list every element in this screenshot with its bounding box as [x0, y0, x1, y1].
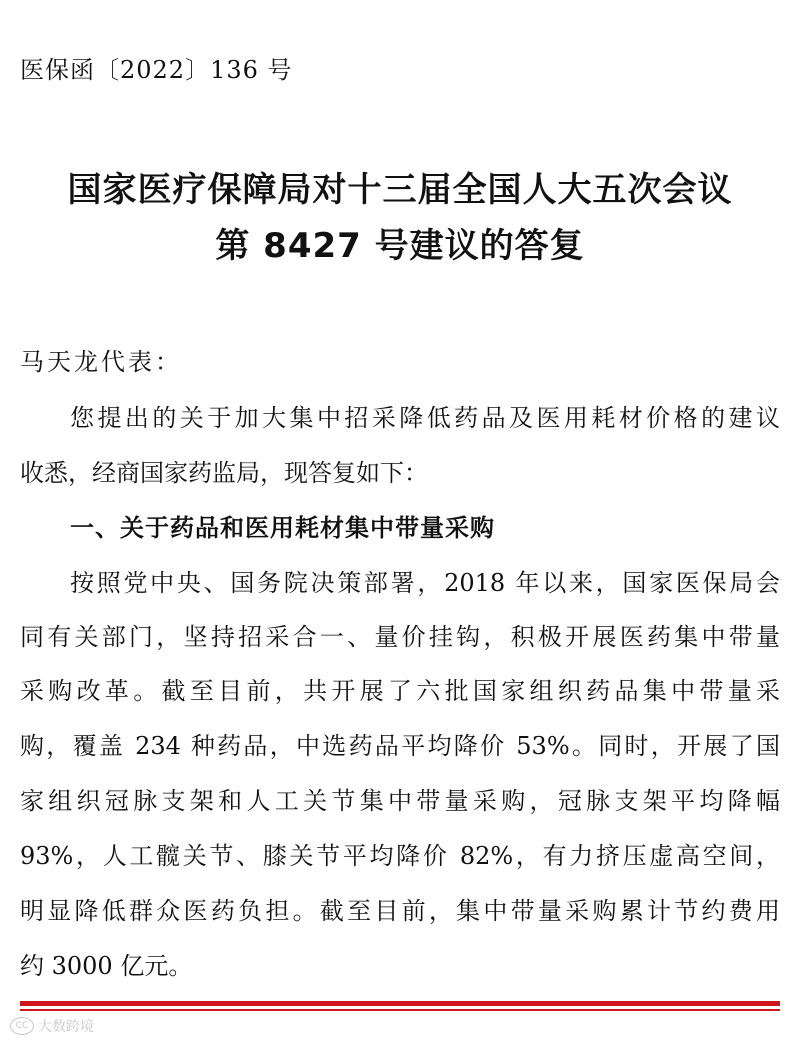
document-number: 医保函〔2022〕136 号 — [20, 56, 293, 84]
body-line: 同有关部门，坚持招采合一、量价挂钩，积极开展医药集中带量 — [20, 623, 780, 651]
cc-logo-icon: CC — [10, 1017, 34, 1035]
body-line: 按照党中央、国务院决策部署，2018 年以来，国家医保局会 — [70, 569, 780, 597]
intro-line: 收悉，经商国家药监局，现答复如下： — [20, 459, 428, 487]
red-divider-thick — [20, 1001, 780, 1006]
body-line: 明显降低群众医药负担。截至目前，集中带量采购累计节约费用 — [20, 897, 780, 925]
document-title-line-2: 第 8427 号建议的答复 — [215, 226, 585, 266]
red-divider-thin — [20, 1009, 780, 1011]
intro-line: 您提出的关于加大集中招采降低药品及医用耗材价格的建议 — [70, 404, 780, 432]
body-line: 约 3000 亿元。 — [20, 952, 193, 980]
salutation: 马天龙代表： — [20, 348, 182, 376]
watermark — [10, 1016, 94, 1036]
watermark-text: 大数跨境 — [38, 1019, 94, 1035]
body-line: 家组织冠脉支架和人工关节集中带量采购，冠脉支架平均降幅 — [20, 787, 780, 815]
body-line: 采购改革。截至目前，共开展了六批国家组织药品集中带量采 — [20, 677, 780, 705]
section-heading: 一、关于药品和医用耗材集中带量采购 — [70, 514, 495, 542]
document-title-line-1: 国家医疗保障局对十三届全国人大五次会议 — [67, 170, 733, 210]
body-line: 购，覆盖 234 种药品，中选药品平均降价 53%。同时，开展了国 — [20, 732, 780, 760]
body-line: 93%，人工髋关节、膝关节平均降价 82%，有力挤压虚高空间， — [20, 842, 780, 870]
